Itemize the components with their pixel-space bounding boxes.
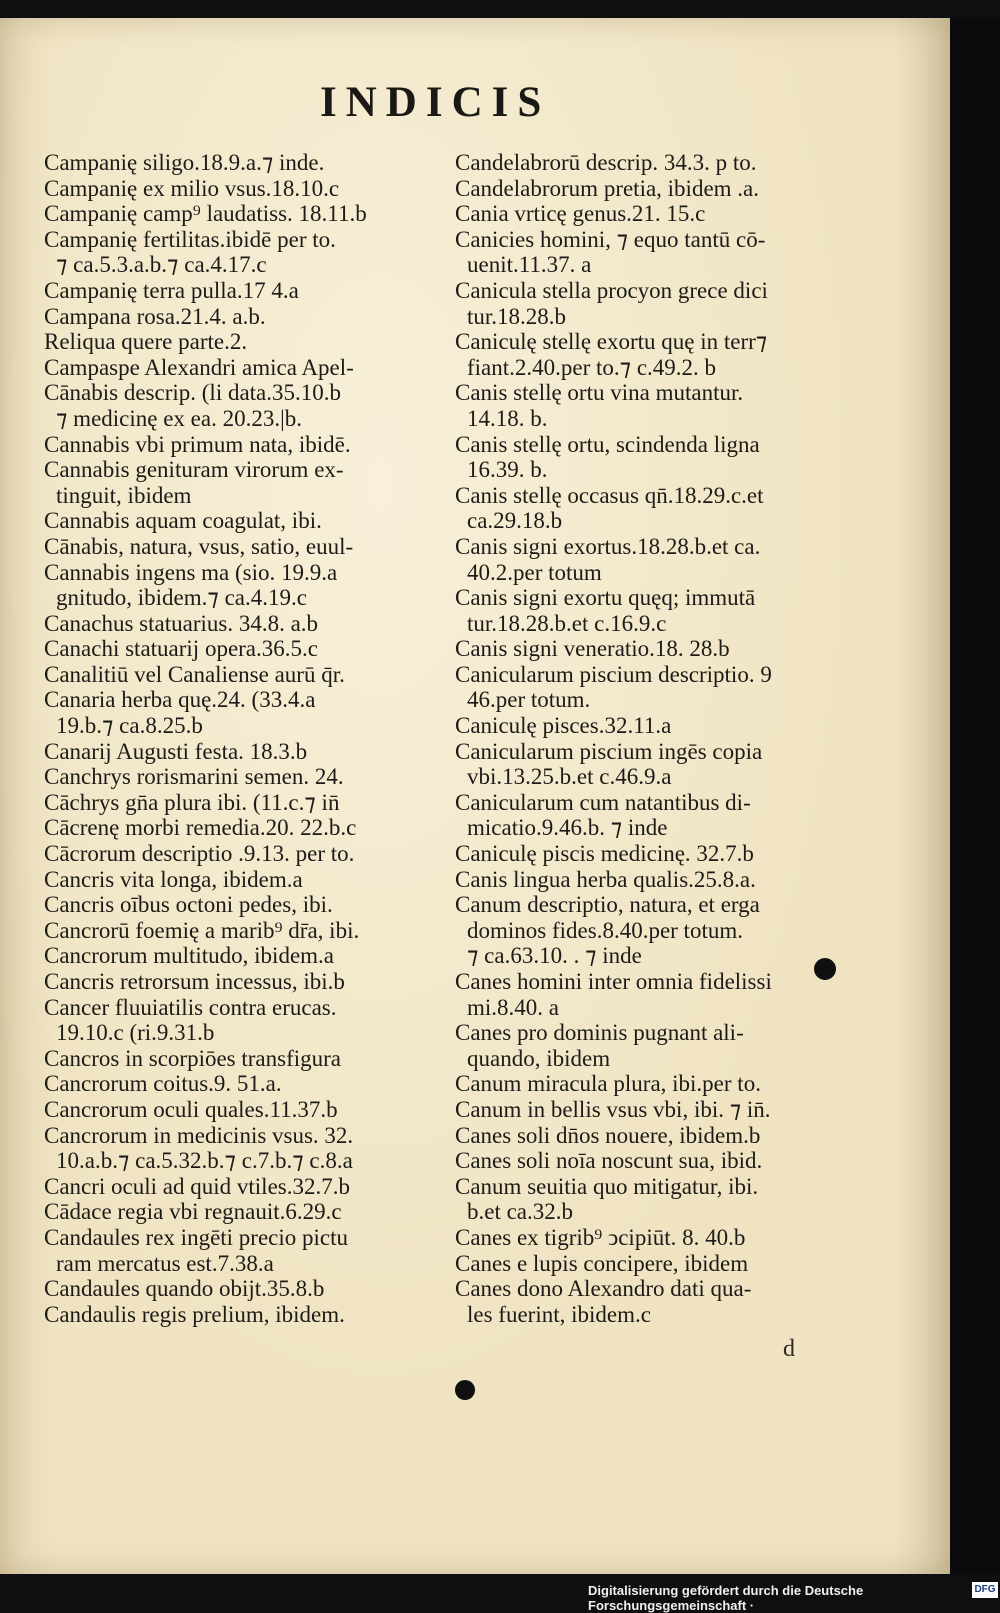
index-entry: 46.per totum. (467, 687, 591, 713)
index-entry: Cācrorum descriptio .9.13. per to. (44, 841, 355, 867)
index-entry: Campanię ex milio vsus.18.10.c (44, 175, 340, 201)
index-entry: dominos fides.8.40.per totum. (467, 917, 743, 943)
index-entry: Cancris vita longa, ibidem.a (44, 866, 303, 892)
index-entry: tinguit, ibidem (56, 482, 192, 508)
index-entry: Cannabis aquam coagulat, ibi. (44, 508, 322, 534)
index-entry: tur.18.28.b (467, 303, 567, 329)
index-entry: Cancrorū foemię a marib⁹ dr̄a, ibi. (44, 917, 360, 943)
ink-blot (814, 958, 836, 980)
index-entry: les fuerint, ibidem.c (467, 1301, 651, 1327)
index-entry: Canicularum piscium ingēs copia (455, 738, 763, 764)
index-entry: ram mercatus est.7.38.a (56, 1250, 274, 1276)
index-entry: Canicularum cum natantibus di- (455, 789, 751, 815)
index-entry: Cancrorum in medicinis vsus. 32. (44, 1122, 354, 1148)
index-entry: Cancer fluuiatilis contra erucas. (44, 994, 337, 1020)
index-entry: mi.8.40. a (467, 994, 559, 1020)
index-entry: Canes homini inter omnia fidelissi (455, 969, 772, 994)
signature-mark: d (783, 1336, 795, 1362)
index-entry: Cādace regia vbi regnauit.6.29.c (44, 1199, 342, 1225)
ink-blot (455, 1380, 475, 1400)
index-entry: Cancri oculi ad quid vtiles.32.7.b (44, 1173, 350, 1199)
index-entry: Candelabrorum pretia, ibidem .a. (455, 175, 760, 201)
index-entry: Cancrorum coitus.9. 51.a. (44, 1071, 282, 1097)
index-entry: Cannabis vbi primum nata, ibidē. (44, 431, 351, 457)
index-entry: Canicies homini, ⁊ equo tantū cō- (455, 226, 766, 252)
index-entry: Canes dono Alexandro dati qua- (455, 1276, 752, 1302)
index-entry: Cancrorum oculi quales.11.37.b (44, 1096, 338, 1122)
index-entry: Canes ex tigrib⁹ ↄcipiūt. 8. 40.b (455, 1224, 746, 1250)
index-entry: Canes soli noīa noscunt sua, ibid. (455, 1148, 763, 1174)
index-column-left (44, 150, 436, 1327)
index-entry: Canicularum piscium descriptio. 9 (455, 661, 772, 687)
index-entry: Candelabrorū descrip. 34.3. p to. (455, 150, 757, 175)
index-entry: b.et ca.32.b (467, 1199, 574, 1225)
index-entry: Canaria herba quę.24. (33.4.a (44, 687, 316, 713)
index-entry: Campanię siligo.18.9.a.⁊ inde. (44, 150, 325, 175)
index-entry: Canum descriptio, natura, et erga (455, 892, 760, 918)
index-entry: Canis signi exortu quęq; immutā (455, 585, 756, 611)
scan-border (950, 18, 1000, 1574)
index-entry: Canchrys rorismarini semen. 24. (44, 764, 344, 790)
index-entry: Canes soli dn̄os nouere, ibidem.b (455, 1122, 761, 1148)
index-entry: Cannabis ingens ma (sio. 19.9.a (44, 559, 338, 585)
index-entry: 19.10.c (ri.9.31.b (56, 1020, 215, 1046)
index-entry: Reliqua quere parte.2. (44, 329, 248, 355)
index-entry: Cania vrticę genus.21. 15.c (455, 201, 706, 227)
index-entry: Caniculę piscis medicinę. 32.7.b (455, 841, 754, 867)
index-entry: Canis stellę ortu vina mutantur. (455, 380, 744, 406)
index-entry: ⁊ ca.63.10. . ⁊ inde (467, 943, 642, 969)
index-entry: Candaules rex ingēti precio pictu (44, 1224, 349, 1250)
index-entry: Campana rosa.21.4. a.b. (44, 303, 266, 329)
index-entry: Cancrorum multitudo, ibidem.a (44, 943, 335, 969)
index-entry: Cānabis descrip. (li data.35.10.b (44, 380, 342, 406)
index-entry: Canis stellę ortu, scindenda ligna (455, 431, 760, 457)
index-entry: Cannabis genituram virorum ex- (44, 457, 344, 483)
index-entry: 19.b.⁊ ca.8.25.b (56, 713, 203, 739)
index-entry: Campanię terra pulla.17 4.a (44, 277, 299, 303)
index-entry: 16.39. b. (467, 457, 548, 483)
index-entry: Canum seuitia quo mitigatur, ibi. (455, 1173, 759, 1199)
index-entry: Canalitiū vel Canaliense aurū q̄r. (44, 661, 345, 687)
index-entry: Cancris retrorsum incessus, ibi.b (44, 969, 345, 994)
index-entry: Candaulis regis prelium, ibidem. (44, 1301, 345, 1327)
index-entry: 10.a.b.⁊ ca.5.32.b.⁊ c.7.b.⁊ c.8.a (56, 1148, 353, 1174)
index-entry: vbi.13.25.b.et c.46.9.a (467, 764, 672, 790)
index-entry: Canes e lupis concipere, ibidem (455, 1250, 749, 1276)
index-entry: Cancris oībus octoni pedes, ibi. (44, 892, 333, 918)
index-entry: 40.2.per totum (467, 559, 602, 585)
index-entry: Canachus statuarius. 34.8. a.b (44, 610, 319, 636)
index-entry: quando, ibidem (467, 1045, 611, 1071)
index-entry: Cancros in scorpiōes transfigura (44, 1045, 342, 1071)
index-entry: Canum miracula plura, ibi.per to. (455, 1071, 761, 1097)
index-entry: Candaules quando obijt.35.8.b (44, 1276, 325, 1302)
index-entry: Campanię fertilitas.ibidē per to. (44, 226, 336, 252)
index-entry: Canis lingua herba qualis.25.8.a. (455, 866, 756, 892)
index-entry: Campanię camp⁹ laudatiss. 18.11.b (44, 201, 367, 227)
index-entry: fiant.2.40.per to.⁊ c.49.2. b (467, 354, 717, 380)
digitization-credit: Digitalisierung gefördert durch die Deutsche Forschungsgemeinschaft · (588, 1583, 864, 1613)
index-entry: Canum in bellis vsus vbi, ibi. ⁊ in̄. (455, 1096, 771, 1122)
index-entry: Canachi statuarij opera.36.5.c (44, 636, 318, 662)
index-entry: Canicula stella procyon grece dici (455, 277, 768, 303)
page-header: INDICIS (320, 79, 551, 126)
index-entry: Cānabis, natura, vsus, satio, euul- (44, 533, 354, 559)
index-entry: ⁊ ca.5.3.a.b.⁊ ca.4.17.c (56, 252, 267, 278)
index-entry: Cāchrys gn̄a plura ibi. (11.c.⁊ in̄ (44, 789, 340, 815)
index-entry: Canes pro dominis pugnant ali- (455, 1020, 744, 1046)
index-entry: Canis signi veneratio.18. 28.b (455, 636, 730, 662)
index-entry: Canis stellę occasus qn̄.18.29.c.et (455, 482, 764, 508)
index-entry: Canarij Augusti festa. 18.3.b (44, 738, 308, 764)
index-entry: ⁊ medicinę ex ea. 20.23.|b. (56, 405, 302, 431)
index-entry: Cācrenę morbi remedia.20. 22.b.c (44, 815, 357, 841)
index-entry: tur.18.28.b.et c.16.9.c (467, 610, 667, 636)
index-entry: uenit.11.37. a (467, 252, 592, 278)
index-entry: Campaspe Alexandri amica Apel- (44, 354, 354, 380)
index-entry: Canis signi exortus.18.28.b.et ca. (455, 533, 761, 559)
index-entry: 14.18. b. (467, 405, 548, 431)
index-entry: Caniculę pisces.32.11.a (455, 713, 672, 739)
dfg-logo: DFG (972, 1582, 998, 1598)
index-entry: Caniculę stellę exortu quę in terr⁊ (455, 329, 768, 355)
index-entry: micatio.9.46.b. ⁊ inde (467, 815, 668, 841)
index-column-right (455, 150, 855, 1327)
index-entry: ca.29.18.b (467, 508, 563, 534)
index-entry: gnitudo, ibidem.⁊ ca.4.19.c (56, 585, 307, 611)
